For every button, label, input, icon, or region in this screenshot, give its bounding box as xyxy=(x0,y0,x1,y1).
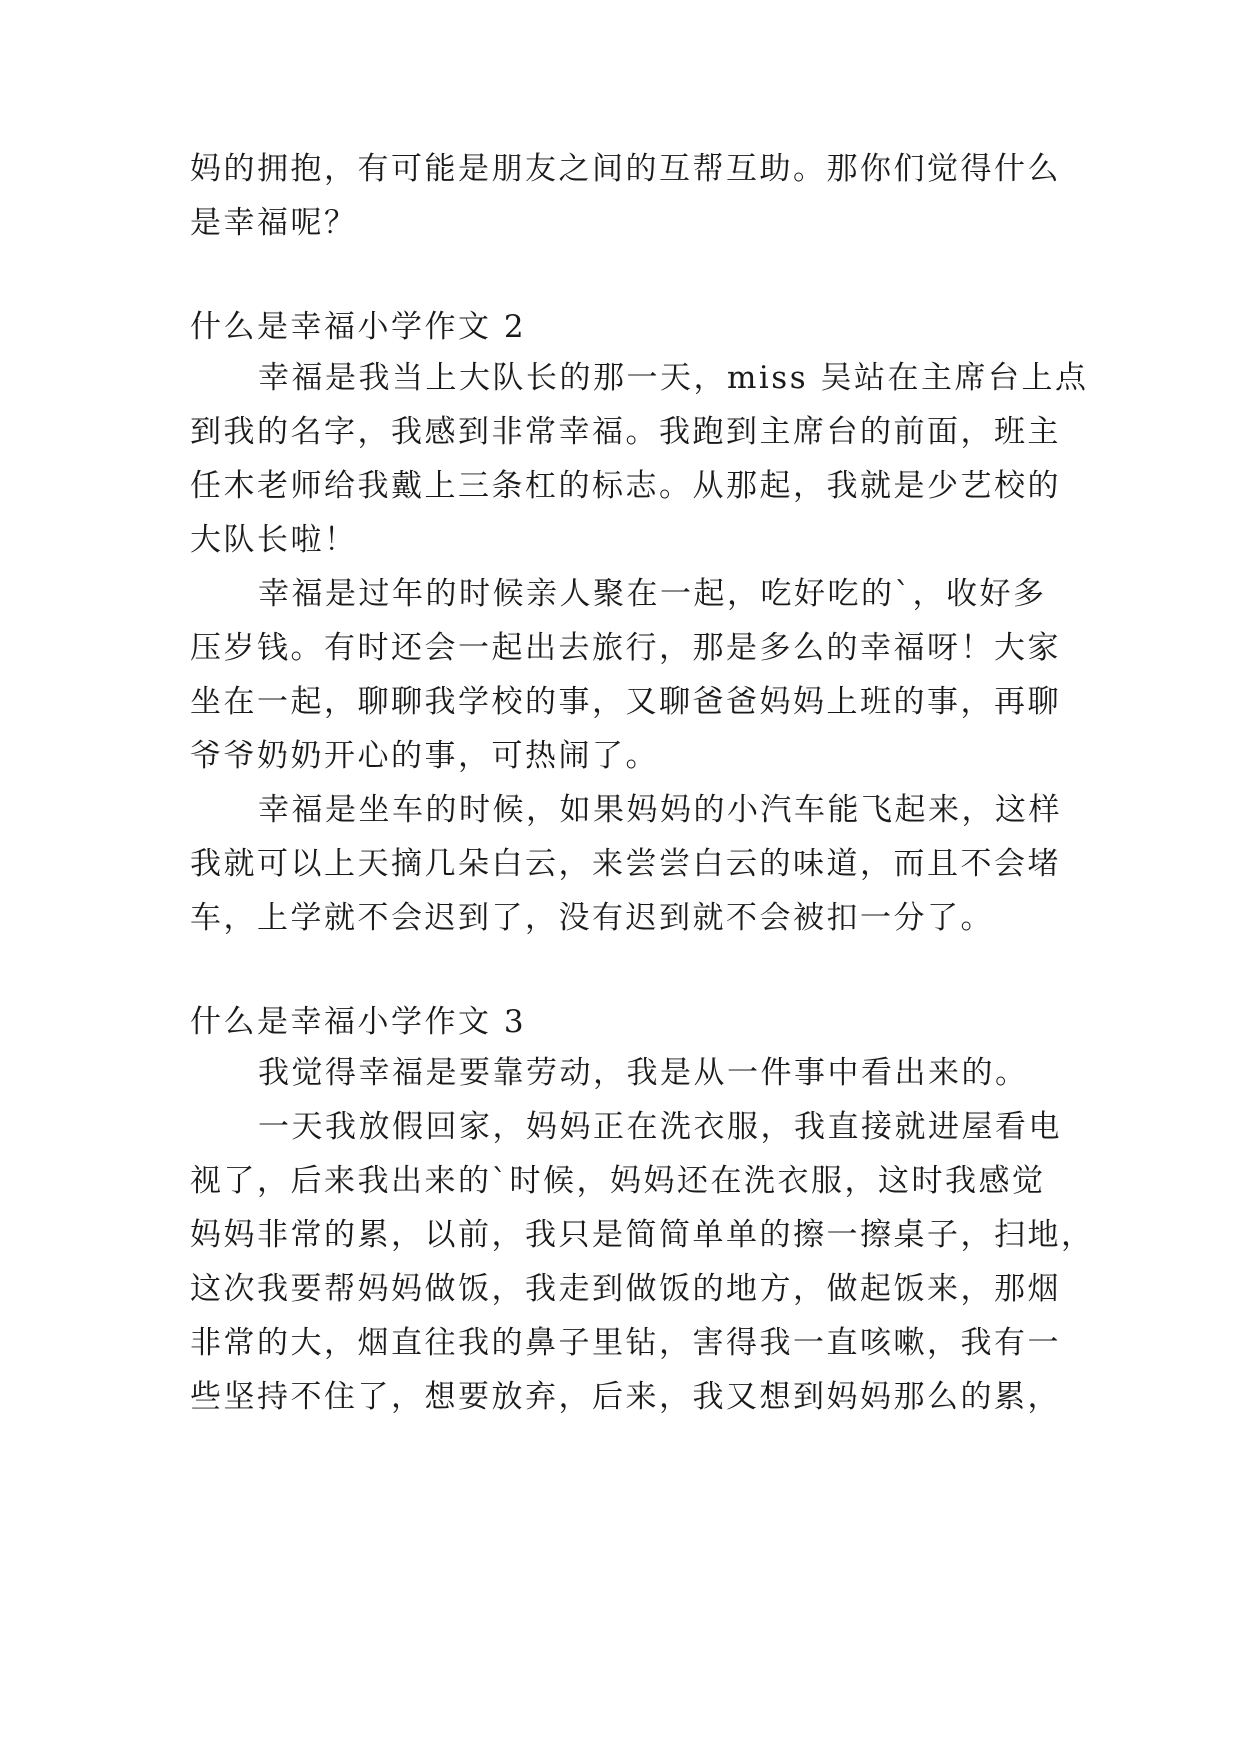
paragraph-line: 任木老师给我戴上三条杠的标志。从那起，我就是少艺校的 xyxy=(190,468,1061,504)
paragraph-line: 幸福是我当上大队长的那一天，miss 吴站在主席台上点 xyxy=(258,360,1089,396)
paragraph-line: 非常的大，烟直往我的鼻子里钻，害得我一直咳嗽，我有一 xyxy=(190,1325,1061,1361)
paragraph-line: 妈的拥抱，有可能是朋友之间的互帮互助。那你们觉得什么 xyxy=(190,151,1061,187)
paragraph-line: 这次我要帮妈妈做饭，我走到做饭的地方，做起饭来，那烟 xyxy=(190,1271,1061,1307)
paragraph-line: 坐在一起，聊聊我学校的事，又聊爸爸妈妈上班的事，再聊 xyxy=(190,684,1061,720)
paragraph-line: 我觉得幸福是要靠劳动，我是从一件事中看出来的。 xyxy=(258,1055,1029,1091)
section-heading: 什么是幸福小学作文 2 xyxy=(190,309,527,345)
paragraph-line: 是幸福呢？ xyxy=(190,205,358,241)
paragraph-line: 幸福是坐车的时候，如果妈妈的小汽车能飞起来，这样 xyxy=(258,792,1062,828)
paragraph-line: 视了，后来我出来的`时候，妈妈还在洗衣服，这时我感觉 xyxy=(190,1163,1046,1199)
paragraph-line: 大队长啦！ xyxy=(190,522,358,558)
paragraph-line: 我就可以上天摘几朵白云，来尝尝白云的味道，而且不会堵 xyxy=(190,846,1061,882)
paragraph-line: 一天我放假回家，妈妈正在洗衣服，我直接就进屋看电 xyxy=(258,1109,1062,1145)
paragraph-line: 到我的名字，我感到非常幸福。我跑到主席台的前面，班主 xyxy=(190,414,1061,450)
section-heading: 什么是幸福小学作文 3 xyxy=(190,1004,527,1040)
paragraph-line: 妈妈非常的累，以前，我只是简简单单的擦一擦桌子，扫地， xyxy=(190,1217,1095,1253)
paragraph-line: 幸福是过年的时候亲人聚在一起，吃好吃的`，收好多 xyxy=(258,576,1047,612)
paragraph-line: 些坚持不住了，想要放弃，后来，我又想到妈妈那么的累， xyxy=(190,1379,1061,1415)
paragraph-line: 压岁钱。有时还会一起出去旅行，那是多么的幸福呀！大家 xyxy=(190,630,1061,666)
paragraph-line: 爷爷奶奶开心的事，可热闹了。 xyxy=(190,738,659,774)
paragraph-line: 车，上学就不会迟到了，没有迟到就不会被扣一分了。 xyxy=(190,900,994,936)
